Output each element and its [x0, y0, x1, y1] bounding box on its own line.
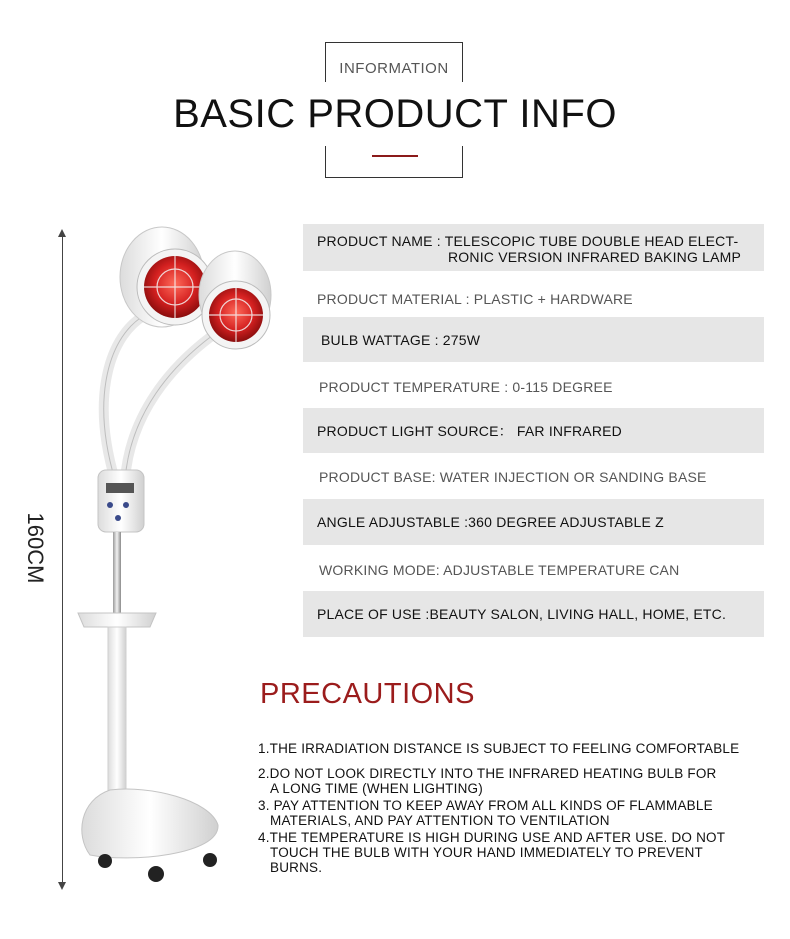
spec-angle-adjustable-text: ANGLE ADJUSTABLE :360 DEGREE ADJUSTABLE Z	[317, 514, 664, 530]
precaution-item-1	[258, 741, 739, 756]
spec-working-mode-text: WORKING MODE: ADJUSTABLE TEMPERATURE CAN	[319, 562, 680, 578]
information-tag: INFORMATION	[339, 60, 449, 77]
precaution-item-3-line2: MATERIALS, AND PAY ATTENTION TO VENTILATION	[270, 813, 610, 828]
spec-light-source-text: PRODUCT LIGHT SOURCE： FAR INFRARED	[317, 422, 622, 439]
spec-product-name	[303, 224, 764, 271]
spec-light-source	[303, 408, 764, 453]
height-label: 160CM	[23, 512, 48, 584]
spec-working-mode	[303, 557, 764, 583]
spec-product-temperature-text: PRODUCT TEMPERATURE : 0-115 DEGREE	[319, 379, 613, 395]
spec-product-name-line1: PRODUCT NAME : TELESCOPIC TUBE DOUBLE HEAD ELECT-	[317, 233, 739, 249]
spec-product-material	[303, 286, 764, 312]
precaution-item-2	[258, 766, 716, 796]
precaution-item-3-line1: 3. PAY ATTENTION TO KEEP AWAY FROM ALL KINDS OF FLAMMABLE	[258, 798, 713, 813]
spec-product-temperature	[303, 374, 764, 400]
header-frame-bottom	[325, 146, 463, 178]
precaution-item-2-line2: A LONG TIME (WHEN LIGHTING)	[270, 781, 483, 796]
precaution-item-4-line2: TOUCH THE BULB WITH YOUR HAND IMMEDIATELY TO PREVENT	[270, 845, 703, 860]
spec-bulb-wattage-text: BULB WATTAGE : 275W	[321, 331, 481, 348]
precaution-item-4-line1: 4.THE TEMPERATURE IS HIGH DURING USE AND AFTER USE. DO NOT	[258, 830, 726, 845]
precaution-item-1-text: 1.THE IRRADIATION DISTANCE IS SUBJECT TO FEELING COMFORTABLE	[258, 741, 740, 756]
spec-product-name-line2: RONIC VERSION INFRARED BAKING LAMP	[448, 249, 742, 265]
spec-place-of-use-text: PLACE OF USE :BEAUTY SALON, LIVING HALL, HOME, ETC.	[317, 606, 727, 622]
precaution-item-4	[258, 830, 725, 875]
spec-angle-adjustable	[303, 499, 764, 545]
page-title: BASIC PRODUCT INFO	[173, 92, 617, 136]
precautions-title: PRECAUTIONS	[260, 678, 475, 710]
spec-place-of-use	[303, 591, 764, 637]
arrow-down-icon	[58, 882, 66, 890]
spec-product-base-text: PRODUCT BASE: WATER INJECTION OR SANDING BASE	[319, 469, 707, 485]
spec-product-base	[303, 464, 764, 490]
precaution-item-4-line3: BURNS.	[270, 860, 323, 875]
precaution-item-2-line1: 2.DO NOT LOOK DIRECTLY INTO THE INFRARED HEATING BULB FOR	[258, 766, 717, 781]
precaution-item-3	[258, 798, 713, 828]
arrow-up-icon	[58, 229, 66, 237]
spec-bulb-wattage	[303, 317, 764, 362]
height-dimension-line	[62, 232, 63, 887]
spec-product-material-text: PRODUCT MATERIAL : PLASTIC + HARDWARE	[317, 291, 633, 307]
title-accent-line	[372, 155, 418, 157]
